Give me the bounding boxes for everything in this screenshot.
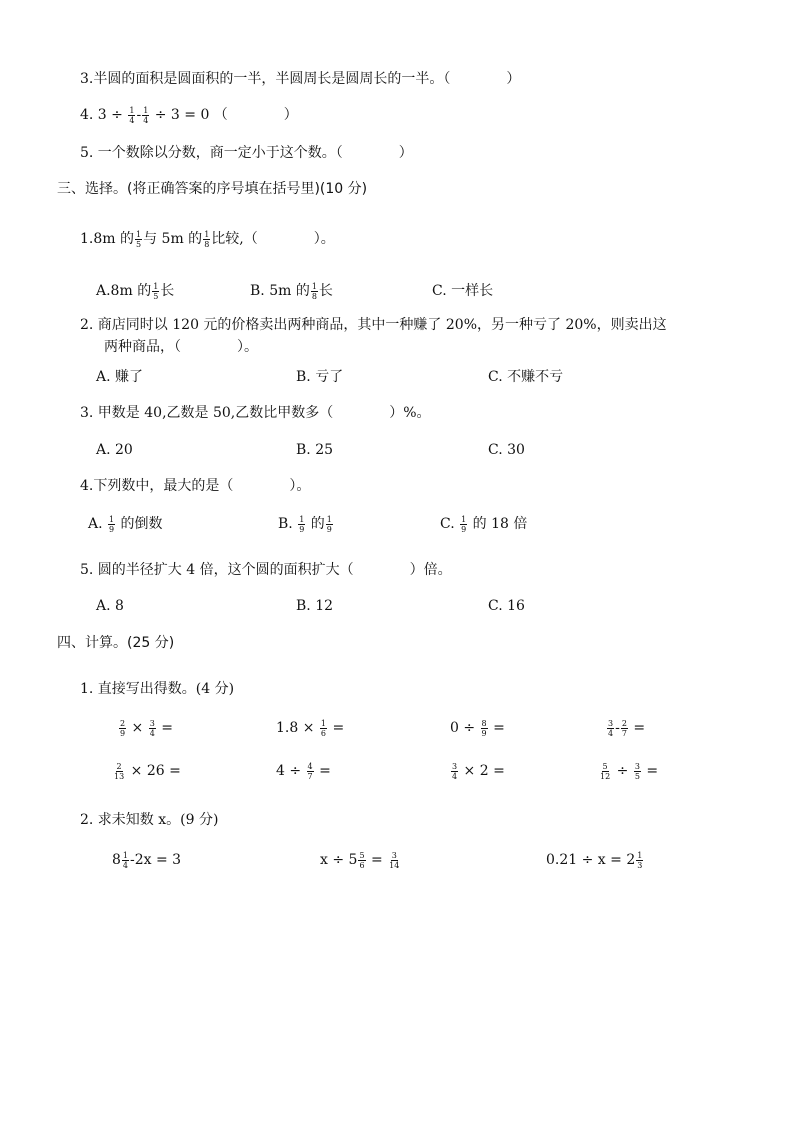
- choice-q3-option-a: A. 20: [96, 442, 133, 458]
- calc-item: $\frac{5}{12}$ ÷ $\frac{3}{5}$ =: [600, 761, 659, 781]
- choice-q1: [80, 229, 335, 249]
- calc-item: 1.8 × $\frac{1}{6}$ =: [276, 718, 345, 738]
- calc-item: $\frac{2}{9}$ × $\frac{3}{4}$ =: [120, 718, 174, 738]
- calc-item: $\frac{3}{4}$ - $\frac{2}{7}$ =: [608, 718, 646, 738]
- calc-sub1: 1. 直接写出得数。(4 分): [80, 681, 235, 697]
- calc-sub2: 2. 求未知数 x。(9 分): [80, 812, 219, 828]
- fraction: $\frac{1}{9}$: [326, 514, 332, 534]
- choice-q2-option-a: A. 赚了: [96, 369, 144, 385]
- choice-q5: 5. 圆的半径扩大 4 倍，这个圆的面积扩大（ ）倍。: [80, 562, 452, 578]
- choice-q4-option-b: B. $\frac{1}{9}$ 的 $\frac{1}{9}$: [278, 514, 332, 534]
- choice-q5-option-c: C. 16: [488, 598, 525, 614]
- fraction: $\frac{1}{9}$: [299, 514, 305, 534]
- section4-title: 四、计算。(25 分): [57, 635, 175, 651]
- fraction: $\frac{1}{9}$: [109, 514, 115, 534]
- fraction: $\frac{1}{8}$: [204, 229, 210, 249]
- calc-item: $\frac{2}{13}$ × 26 =: [114, 761, 181, 781]
- judge-q4-pre: 4. 3 ÷: [80, 107, 128, 123]
- choice-q3: 3. 甲数是 40,乙数是 50,乙数比甲数多（ ）%。: [80, 405, 431, 421]
- choice-q3-option-c: C. 30: [488, 442, 525, 458]
- equation: 0.21 ÷ x = 2 $\frac{1}{3}$: [546, 850, 643, 870]
- calc-item: $\frac{3}{4}$ × 2 =: [452, 761, 505, 781]
- choice-q4: 4.下列数中，最大的是（ ）。: [80, 478, 311, 494]
- calc-item: 4 ÷ $\frac{4}{7}$ =: [276, 761, 331, 781]
- fraction: $\frac{1}{5}$: [153, 281, 159, 301]
- choice-q1-text: 1.8m 的: [80, 231, 134, 247]
- choice-q5-option-a: A. 8: [96, 598, 124, 614]
- judge-q4-post: ÷ 3 = 0 （ ）: [150, 107, 298, 123]
- judge-q3: 3.半圆的面积是圆面积的一半，半圆周长是圆周长的一半。（ ）: [80, 71, 521, 87]
- choice-q1-option-c: C. 一样长: [432, 283, 494, 299]
- judge-q4: 4. 3 ÷ $\frac{1}{4}$ - $\frac{1}{4}$ ÷ 3 = 0 （ ）: [80, 105, 298, 125]
- choice-q5-option-b: B. 12: [296, 598, 334, 614]
- choice-q2-option-c: C. 不赚不亏: [488, 369, 564, 385]
- choice-q1-option-a: A.8m 的 $\frac{1}{5}$ 长: [96, 281, 175, 301]
- choice-q3-option-b: B. 25: [296, 442, 334, 458]
- choice-q4-option-a: A. $\frac{1}{9}$ 的倒数: [88, 514, 163, 534]
- fraction: $\frac{1}{9}$: [461, 514, 467, 534]
- choice-q2-line2: 两种商品，（ ）。: [104, 339, 258, 355]
- calc-item: 0 ÷ $\frac{8}{9}$ =: [450, 718, 505, 738]
- fraction: $\frac{1}{5}$: [136, 229, 142, 249]
- choice-q1-option-b: B. 5m 的 $\frac{1}{8}$ 长: [250, 281, 333, 301]
- choice-q1-text: 比较,（ ）。: [211, 231, 335, 247]
- equation: 8 $\frac{1}{4}$ -2x = 3: [112, 850, 182, 870]
- choice-q1-text: 与 5m 的: [143, 231, 203, 247]
- equation: x ÷ 5 $\frac{5}{6}$ = $\frac{3}{14}$: [320, 850, 400, 870]
- choice-q2-line1: 2. 商店同时以 120 元的价格卖出两种商品，其中一种赚了 20%，另一种亏了 20%，则卖出这: [80, 317, 667, 333]
- choice-q4-option-c: C. $\frac{1}{9}$ 的 18 倍: [440, 514, 528, 534]
- fraction: $\frac{1}{4}$: [143, 105, 149, 125]
- fraction: $\frac{1}{4}$: [129, 105, 135, 125]
- choice-q2-option-b: B. 亏了: [296, 369, 344, 385]
- judge-q5: 5. 一个数除以分数，商一定小于这个数。（ ）: [80, 145, 413, 161]
- fraction: $\frac{1}{8}$: [311, 281, 317, 301]
- section3-title: 三、选择。(将正确答案的序号填在括号里)(10 分): [57, 181, 368, 197]
